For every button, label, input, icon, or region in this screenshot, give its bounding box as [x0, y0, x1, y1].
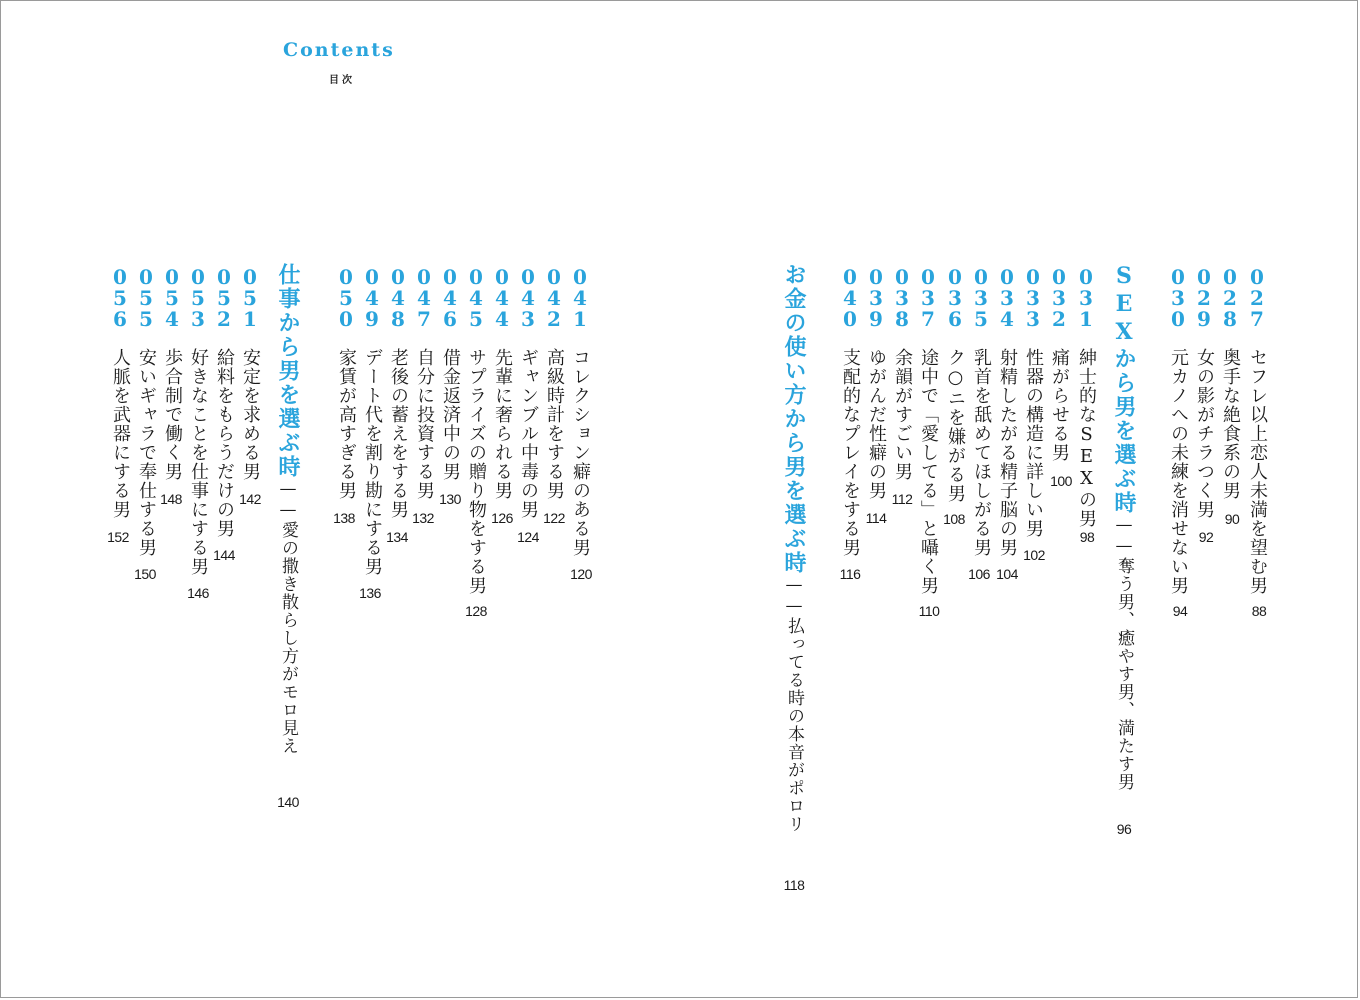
toc-entry-036[interactable] — [942, 267, 968, 503]
toc-entry-044[interactable] — [489, 267, 515, 500]
entry-page-number: 152 — [107, 529, 129, 545]
entry-title: 先輩に奢られる男 — [492, 348, 513, 500]
chapter-heading-work[interactable] — [273, 263, 303, 755]
entry-number: 0 4 9 — [365, 265, 379, 331]
toc-entry-043[interactable] — [515, 267, 541, 519]
entry-number: 0 2 8 — [1223, 265, 1237, 331]
entry-title: 乳首を舐めてほしがる男 — [971, 348, 992, 557]
entry-title: 人脈を武器にする男 — [110, 348, 131, 519]
entry-title: 給料をもらうだけの男 — [214, 348, 235, 538]
entry-number: 0 3 2 — [1052, 265, 1066, 331]
chapter-page-number: 118 — [783, 877, 805, 893]
toc-entry-042[interactable] — [541, 267, 567, 500]
entry-page-number: 130 — [439, 491, 461, 507]
entry-title: 老後の蓄えをする男 — [388, 348, 409, 519]
chapter-title: 仕事から男を選ぶ時 — [275, 263, 301, 479]
entry-page-number: 88 — [1251, 603, 1267, 619]
entry-page-number: 98 — [1079, 529, 1095, 545]
toc-entry-052[interactable] — [211, 267, 237, 538]
entry-title: デート代を割り勘にする男 — [362, 348, 383, 576]
entry-title: セフレ以上恋人未満を望む男 — [1247, 348, 1268, 595]
entry-page-number: 100 — [1050, 473, 1072, 489]
toc-entry-040[interactable] — [837, 267, 863, 557]
entry-number: 0 4 4 — [495, 265, 509, 331]
entry-page-number: 150 — [134, 566, 156, 582]
entry-number: 0 5 4 — [165, 265, 179, 331]
chapter-subtitle: ——奪う男、癒やす男、満たす男 — [1114, 515, 1134, 791]
entry-page-number: 108 — [943, 511, 965, 527]
entry-title: 余韻がすごい男 — [892, 348, 913, 481]
entry-page-number: 120 — [570, 566, 592, 582]
entry-number: 0 2 7 — [1250, 265, 1264, 331]
entry-title: 高級時計をする男 — [544, 348, 565, 500]
entry-page-number: 126 — [491, 510, 513, 526]
entry-title: 歩合制で働く男 — [162, 348, 183, 481]
entry-title: 性器の構造に詳しい男 — [1023, 348, 1044, 538]
entry-number: 0 3 3 — [1026, 265, 1040, 331]
entry-number: 0 3 1 — [1079, 265, 1093, 331]
chapter-page-number: 140 — [277, 794, 299, 810]
entry-number: 0 4 1 — [573, 265, 587, 331]
entry-title: 好きなことを仕事にする男 — [188, 348, 209, 576]
toc-entry-047[interactable] — [411, 267, 437, 500]
entry-title: 安いギャラで奉仕する男 — [136, 348, 157, 557]
entry-number: 0 5 6 — [113, 265, 127, 331]
toc-entry-046[interactable] — [437, 267, 463, 481]
entry-page-number: 142 — [239, 491, 261, 507]
entry-page-number: 128 — [465, 603, 487, 619]
toc-entry-049[interactable] — [359, 267, 385, 576]
entry-title: コレクション癖のある男 — [570, 348, 591, 557]
toc-entry-055[interactable] — [133, 267, 159, 557]
entry-page-number: 110 — [918, 603, 940, 619]
toc-entry-054[interactable] — [159, 267, 185, 481]
entry-number: 0 3 4 — [1000, 265, 1014, 331]
entry-page-number: 144 — [213, 547, 235, 563]
entry-page-number: 92 — [1198, 529, 1214, 545]
toc-entry-028[interactable] — [1217, 267, 1243, 500]
toc-entry-056[interactable] — [107, 267, 133, 519]
entry-title: 途中で「愛してる」と囁く男 — [918, 348, 939, 595]
entry-title: ク○ニを嫌がる男 — [945, 348, 966, 503]
entry-title: 安定を求める男 — [240, 348, 261, 481]
entry-number: 0 3 0 — [1171, 265, 1185, 331]
toc-entry-032[interactable] — [1046, 267, 1072, 462]
entry-page-number: 148 — [160, 491, 182, 507]
entry-number: 0 4 7 — [417, 265, 431, 331]
entry-number: 0 5 1 — [243, 265, 257, 331]
entry-number: 0 5 0 — [339, 265, 353, 331]
entry-page-number: 106 — [968, 566, 990, 582]
entry-number: 0 4 6 — [443, 265, 457, 331]
entry-title: サプライズの贈り物をする男 — [466, 348, 487, 595]
toc-entry-048[interactable] — [385, 267, 411, 519]
toc-entry-039[interactable] — [863, 267, 889, 500]
entry-number: 0 3 7 — [921, 265, 935, 331]
chapter-subtitle: ——愛の撒き散らし方がモロ見え — [278, 479, 298, 755]
entry-title: 痛がらせる男 — [1049, 348, 1070, 462]
toc-entry-033[interactable] — [1020, 267, 1046, 538]
entry-title: 射精したがる精子脳の男 — [997, 348, 1018, 557]
toc-entry-050[interactable] — [333, 267, 359, 500]
contents-subheading: 目次 — [329, 75, 355, 86]
entry-title: ギャンブル中毒の男 — [518, 348, 539, 519]
chapter-title: お金の使い方から男を選ぶ時 — [781, 263, 807, 575]
entry-page-number: 138 — [333, 510, 355, 526]
toc-entry-053[interactable] — [185, 267, 211, 576]
entry-page-number: 94 — [1172, 603, 1188, 619]
entry-number: 0 4 2 — [547, 265, 561, 331]
entry-page-number: 136 — [359, 585, 381, 601]
entry-page-number: 134 — [386, 529, 408, 545]
entry-page-number: 104 — [996, 566, 1018, 582]
entry-number: 0 3 5 — [974, 265, 988, 331]
entry-number: 0 3 8 — [895, 265, 909, 331]
toc-entry-034[interactable] — [994, 267, 1020, 557]
entry-number: 0 4 8 — [391, 265, 405, 331]
chapter-title: SEXから男を選ぶ時 — [1111, 263, 1137, 515]
toc-entry-051[interactable] — [237, 267, 263, 481]
chapter-page-number: 96 — [1116, 821, 1132, 837]
entry-number: 0 4 5 — [469, 265, 483, 331]
entry-page-number: 132 — [412, 510, 434, 526]
entry-number: 0 3 6 — [948, 265, 962, 331]
toc-entry-030[interactable] — [1165, 267, 1191, 595]
entry-number: 0 4 3 — [521, 265, 535, 331]
chapter-heading-money[interactable] — [779, 263, 809, 833]
entry-number: 0 5 2 — [217, 265, 231, 331]
entry-page-number: 90 — [1224, 511, 1240, 527]
entry-number: 0 5 3 — [191, 265, 205, 331]
entry-number: 0 2 9 — [1197, 265, 1211, 331]
chapter-subtitle: ——払ってる時の本音がポロリ — [784, 575, 804, 833]
toc-entry-029[interactable] — [1191, 267, 1217, 519]
entry-number: 0 4 0 — [843, 265, 857, 331]
entry-page-number: 146 — [187, 585, 209, 601]
toc-entry-038[interactable] — [889, 267, 915, 481]
toc-entry-045[interactable] — [463, 267, 489, 595]
toc-entry-027[interactable] — [1244, 267, 1270, 595]
entry-page-number: 116 — [839, 566, 861, 582]
entry-title: 家賃が高すぎる男 — [336, 348, 357, 500]
chapter-heading-sex[interactable] — [1109, 263, 1139, 791]
entry-page-number: 124 — [517, 529, 539, 545]
entry-title: 自分に投資する男 — [414, 348, 435, 500]
entry-page-number: 114 — [865, 510, 887, 526]
entry-title: 紳士的なSEXの男 — [1076, 348, 1097, 528]
entry-number: 0 3 9 — [869, 265, 883, 331]
entry-title: 元カノへの未練を消せない男 — [1168, 348, 1189, 595]
entry-title: 支配的なプレイをする男 — [840, 348, 861, 557]
entry-page-number: 102 — [1023, 547, 1045, 563]
entry-title: 女の影がチラつく男 — [1194, 348, 1215, 519]
entry-title: ゆがんだ性癖の男 — [866, 348, 887, 500]
entry-number: 0 5 5 — [139, 265, 153, 331]
entry-page-number: 112 — [891, 491, 913, 507]
contents-heading: Contents — [283, 39, 395, 61]
entry-page-number: 122 — [543, 510, 565, 526]
entry-title: 借金返済中の男 — [440, 348, 461, 481]
entry-title: 奥手な絶食系の男 — [1220, 348, 1241, 500]
toc-entry-037[interactable] — [915, 267, 941, 595]
